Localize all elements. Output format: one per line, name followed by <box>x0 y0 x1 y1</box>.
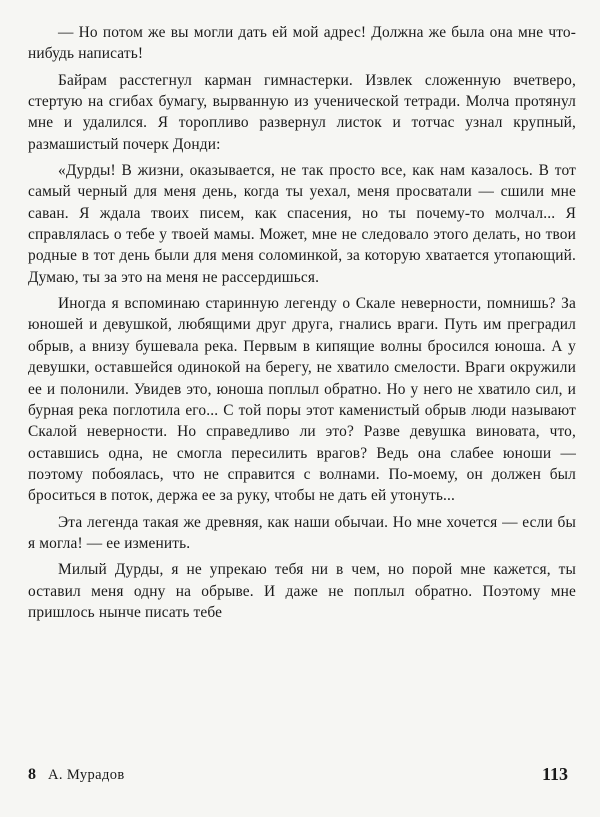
paragraph: Иногда я вспоминаю старинную легенду о Скале неверности, помнишь? За юношей и девушкой, любящими друг друга, гнались враги. Путь им преградил обрыв, а внизу бушевала река. Первым в кипящие волны бросился юноша. А у девушки, оставшейся одинокой на берегу, не хватило смелости. Враги окружили ее и полонили. Увидев это, юноша поплыл обратно. Но у него не хватило сил, и бурная река поглотила его... С той поры этот каменистый обрыв люди называют Скалой неверности. Но справедливо ли это? Разве девушка виновата, что, оставшись одна, не смогла пересилить врагов? Ведь она слабее юноши — поэтому побоялась, что не справится с волнами. По-моему, он должен был броситься в поток, держа ее за руку, чтобы не дать ей утонуть... <box>28 295 576 505</box>
signature-mark: 8 <box>28 766 36 783</box>
body-text <box>28 22 576 628</box>
paragraph: Эта легенда такая же древняя, как наши обычаи. Но мне хочется — если бы я могла! — ее изменить. <box>28 513 576 552</box>
paragraph: Байрам расстегнул карман гимнастерки. Извлек сложенную вчетверо, стертую на сгибах бумагу, вырванную из ученической тетради. Молча протянул мне и удалился. Я торопливо развернул листок и тотчас узнал крупный, размашистый почерк Донди: <box>28 71 576 153</box>
paragraph: «Дурды! В жизни, оказывается, не так просто все, как нам казалось. В тот самый черный для меня день, когда ты уехал, меня просватали — сшили мне саван. Я ждала твоих писем, как спасения, но ты почему-то молчал... Я справлялась о тебе у твоей мамы. Может, мне не следовало этого делать, но твои родные в тот день были для меня соломинкой, за которую хватается утопающий. Думаю, ты за это на меня не рассердишься. <box>28 162 576 286</box>
paragraph: — Но потом же вы могли дать ей мой адрес! Должна же была она мне что-нибудь написать! <box>28 24 576 63</box>
paragraph: Милый Дурды, я не упрекаю тебя ни в чем, но порой мне кажется, ты оставил меня одну на обрыве. И даже не поплыл обратно. Поэтому мне пришлось нынче писать тебе <box>28 561 576 621</box>
author-name: А. Мурадов <box>48 767 125 783</box>
page-footer <box>28 766 576 790</box>
page-number: 113 <box>541 764 568 784</box>
